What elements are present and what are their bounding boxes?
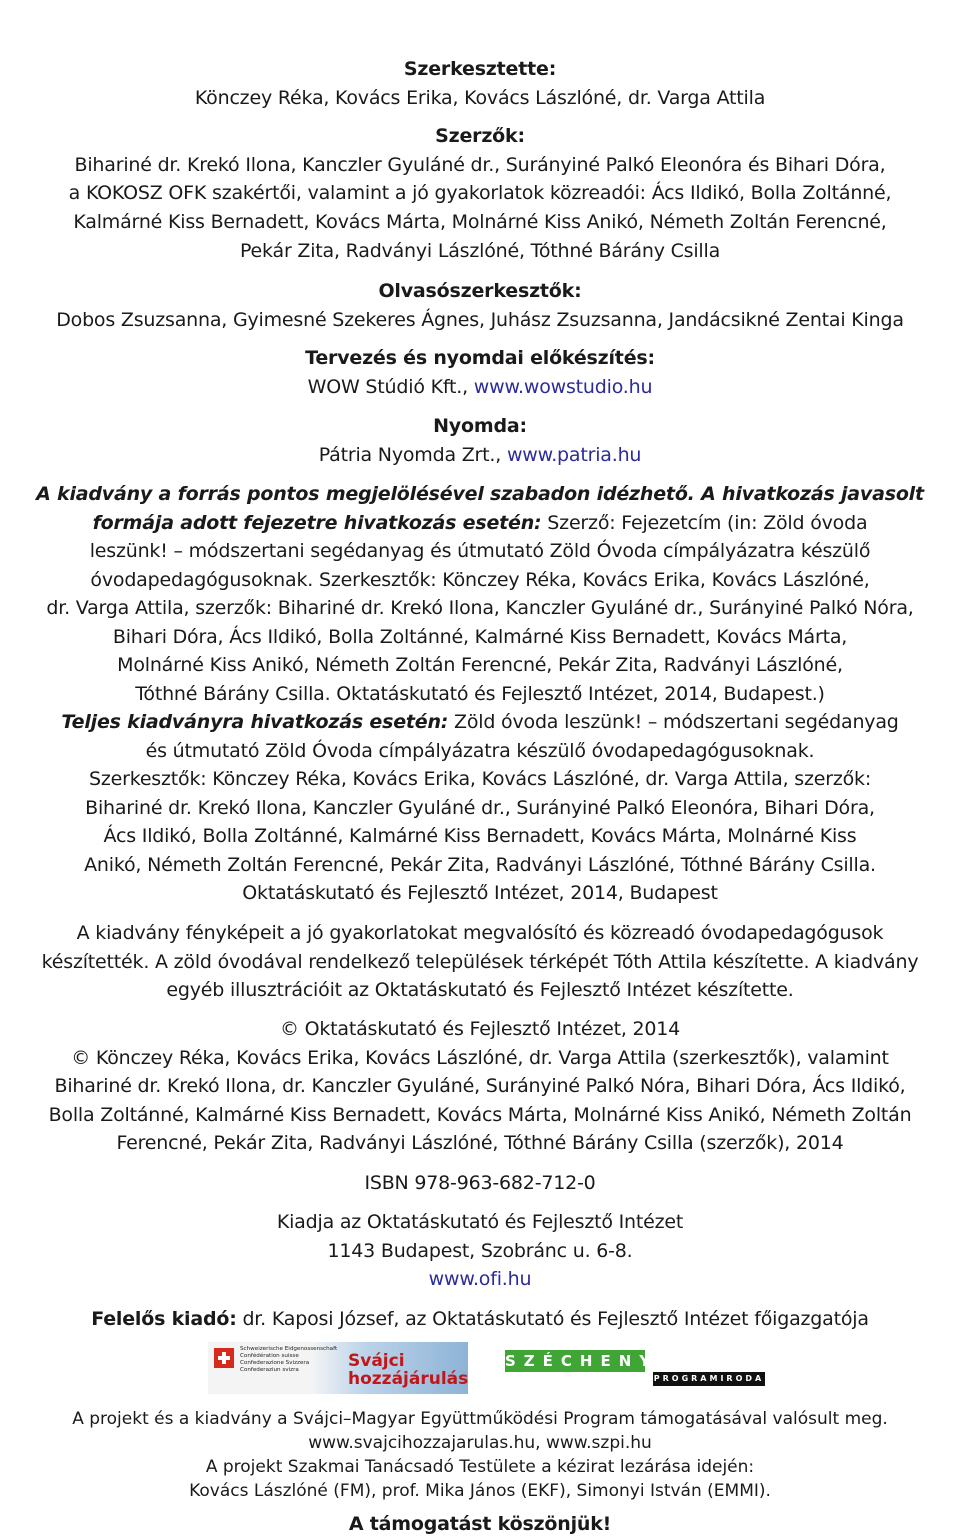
swiss-flag-icon — [214, 1348, 234, 1368]
thanks: A támogatást köszönjük! — [348, 1513, 612, 1535]
photos-credit: A kiadvány fényképeit a jó gyakorlatokat megvalósító és közreadó óvodapedagógusok — [76, 922, 884, 944]
authors-line: Kalmárné Kiss Bernadett, Kovács Márta, Molnárné Kiss Anikó, Németh Zoltán Ferencné, — [73, 211, 887, 233]
programiroda-logo: PROGRAMIRODA — [653, 1372, 765, 1386]
citation-full-start: Zöld óvoda leszünk! – módszertani segédanyag — [448, 711, 899, 733]
swiss-contribution-title: Svájci hozzájárulás — [348, 1351, 469, 1389]
citation-chapter-text: óvodapedagógusoknak. Szerkesztők: Könczey Réka, Kovács Erika, Kovács Lászlóné, — [90, 569, 870, 591]
citation-chapter-text: Molnárné Kiss Anikó, Németh Zoltán Ferencné, Pekár Zita, Radványi Lászlóné, — [117, 654, 843, 676]
citation-full-label: Teljes kiadványra hivatkozás esetén: — [61, 711, 449, 733]
authors-line: Bihariné dr. Krekó Ilona, Kanczler Gyuláné dr., Surányiné Palkó Eleonóra és Bihari Dóra, — [74, 154, 886, 176]
isbn: ISBN 978-963-682-712-0 — [364, 1172, 596, 1194]
copyright-line: Bihariné dr. Krekó Ilona, dr. Kanczler Gyuláné, Surányiné Palkó Nóra, Bihari Dóra, Ács Ildikó, — [54, 1075, 906, 1097]
copyright-line: © Könczey Réka, Kovács Erika, Kovács Lászlóné, dr. Varga Attila (szerkesztők), valamint — [71, 1047, 889, 1069]
editors-names: Könczey Réka, Kovács Erika, Kovács Lászlóné, dr. Varga Attila — [194, 87, 766, 109]
photos-credit: készítették. A zöld óvodával rendelkező települések térképét Tóth Attila készítette. A kiadvány — [41, 951, 919, 973]
support-note: A projekt és a kiadvány a Svájci–Magyar Együttműködési Program támogatásával valósult meg. — [72, 1409, 888, 1429]
board-note: A projekt Szakmai Tanácsadó Testülete a kézirat lezárása idején: — [205, 1457, 755, 1477]
authors-line: a KOKOSZ OFK szakértői, valamint a jó gyakorlatok közreadói: Ács Ildikó, Bolla Zoltánné, — [68, 182, 892, 204]
copyright-line: Bolla Zoltánné, Kalmárné Kiss Bernadett, Kovács Márta, Molnárné Kiss Anikó, Németh Zoltán — [48, 1104, 912, 1126]
citation-chapter-line — [30, 512, 930, 534]
citation-full-line — [30, 711, 930, 733]
szechenyi-logo: SZÉCHENYI — [505, 1352, 672, 1370]
responsible-name: dr. Kaposi József, az Oktatáskutató és Fejlesztő Intézet főigazgatója — [236, 1308, 869, 1330]
support-urls[interactable]: www.svajcihozzajarulas.hu, www.szpi.hu — [308, 1433, 652, 1453]
citation-chapter-label: formája adott fejezetre hivatkozás esetén: — [92, 512, 542, 534]
design-link[interactable]: www.wowstudio.hu — [473, 376, 653, 398]
board-members: Kovács Lászlóné (FM), prof. Mika János (EKF), Simonyi István (EMMI). — [189, 1481, 771, 1501]
citation-full-text: Bihariné dr. Krekó Ilona, Kanczler Gyuláné dr., Surányiné Palkó Eleonóra, Bihari Dóra, — [85, 797, 875, 819]
citation-chapter-start: Szerző: Fejezetcím (in: Zöld óvoda — [541, 512, 868, 534]
citation-full-text: Anikó, Németh Zoltán Ferencné, Pekár Zita, Radványi Lászlóné, Tóthné Bárány Csilla. — [84, 854, 876, 876]
citation-chapter-text: dr. Varga Attila, szerzők: Bihariné dr. Krekó Ilona, Kanczler Gyuláné dr., Surányiné Palkó Nóra, — [46, 597, 914, 619]
responsible-label: Felelős kiadó: — [91, 1308, 237, 1330]
authors-heading: Szerzők: — [435, 125, 525, 147]
publisher-name: Kiadja az Oktatáskutató és Fejlesztő Intézet — [276, 1211, 684, 1233]
design-line — [30, 376, 930, 398]
photos-credit: egyéb illusztrációit az Oktatáskutató és Fejlesztő Intézet készítette. — [166, 979, 794, 1001]
printer-heading: Nyomda: — [433, 415, 527, 437]
editors-heading: Szerkesztette: — [403, 58, 557, 80]
printer-line — [30, 444, 930, 466]
publisher-address: 1143 Budapest, Szobránc u. 6-8. — [327, 1240, 633, 1262]
citation-chapter-text: leszünk! – módszertani segédanyag és útmutató Zöld Óvoda címpályázatra készülő — [89, 540, 871, 562]
citation-chapter-text: Bihari Dóra, Ács Ildikó, Bolla Zoltánné, Kalmárné Kiss Bernadett, Kovács Márta, — [112, 626, 848, 648]
design-heading: Tervezés és nyomdai előkészítés: — [305, 347, 655, 369]
responsible-publisher — [30, 1308, 930, 1330]
sponsor-logos — [0, 1342, 960, 1394]
citation-intro: A kiadvány a forrás pontos megjelölésével szabadon idézhető. A hivatkozás javasolt — [36, 483, 924, 505]
printer-link[interactable]: www.patria.hu — [506, 444, 642, 466]
citation-chapter-text: Tóthné Bárány Csilla. Oktatáskutató és Fejlesztő Intézet, 2014, Budapest.) — [135, 683, 825, 705]
swiss-contribution-logo — [208, 1342, 468, 1394]
copyright-line: © Oktatáskutató és Fejlesztő Intézet, 2014 — [279, 1018, 681, 1040]
citation-full-text: Oktatáskutató és Fejlesztő Intézet, 2014, Budapest — [242, 882, 718, 904]
citation-full-text: és útmutató Zöld Óvoda címpályázatra készülő óvodapedagógusoknak. — [145, 740, 815, 762]
printer-name: Pátria Nyomda Zrt., — [318, 444, 507, 466]
proofreaders-names: Dobos Zsuzsanna, Gyimesné Szekeres Ágnes, Juhász Zsuzsanna, Jandácsikné Zentai Kinga — [56, 309, 904, 331]
publisher-link[interactable]: www.ofi.hu — [428, 1268, 532, 1290]
authors-line: Pekár Zita, Radványi Lászlóné, Tóthné Bárány Csilla — [239, 240, 721, 262]
citation-full-text: Ács Ildikó, Bolla Zoltánné, Kalmárné Kiss Bernadett, Kovács Márta, Molnárné Kiss — [103, 825, 857, 847]
design-name: WOW Stúdió Kft., — [307, 376, 474, 398]
copyright-line: Ferencné, Pekár Zita, Radványi Lászlóné, Tóthné Bárány Csilla (szerzők), 2014 — [116, 1132, 844, 1154]
swiss-confederation-text: Schweizerische Eidgenossenschaft Confédération suisse Confederazione Svizzera Confederaziun svizra — [240, 1346, 338, 1373]
proofreaders-heading: Olvasószerkesztők: — [378, 280, 582, 302]
citation-full-text: Szerkesztők: Könczey Réka, Kovács Erika, Kovács Lászlóné, dr. Varga Attila, szerzők: — [88, 768, 872, 790]
